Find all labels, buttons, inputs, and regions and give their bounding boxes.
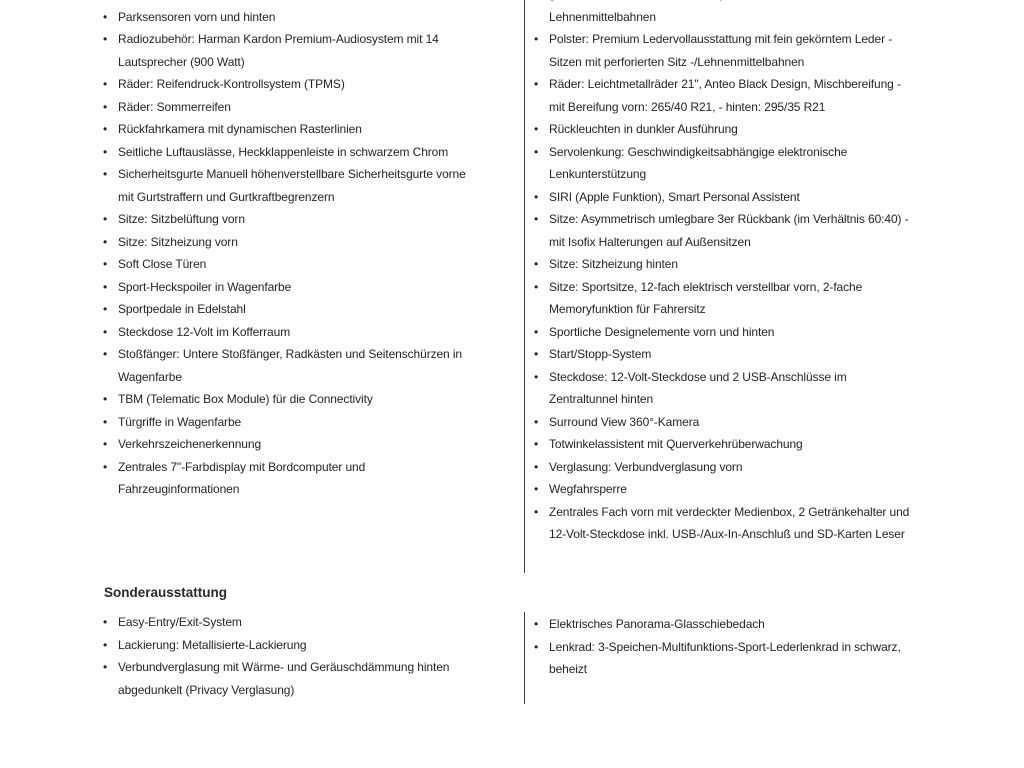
bullet-icon: • <box>534 122 539 136</box>
list-item <box>534 276 954 299</box>
list-item-text: Radiozubehör: Harman Kardon Premium-Audiosystem mit 14 <box>118 32 439 46</box>
list-item <box>103 73 503 96</box>
list-item <box>103 456 503 479</box>
bullet-icon: • <box>534 144 539 159</box>
list-item <box>103 253 503 276</box>
list-item <box>534 141 954 164</box>
special-equipment-list-left <box>103 611 503 701</box>
list-item <box>534 253 954 276</box>
list-item-text: Easy-Entry/Exit-System <box>118 615 242 629</box>
list-item <box>103 366 503 389</box>
bullet-icon: • <box>534 32 539 46</box>
bullet-icon: • <box>534 482 539 496</box>
list-item-text: Sitze: Sportsitze, 12-fach elektrisch verstellbar vorn, 2-fache <box>549 279 863 294</box>
bullet-icon: • <box>534 414 539 429</box>
list-item <box>103 298 503 321</box>
equipment-list-right <box>534 0 954 546</box>
list-item <box>534 321 954 344</box>
equipment-list-left <box>103 0 503 501</box>
special-equipment-column-right <box>534 613 954 681</box>
list-item <box>103 478 503 501</box>
list-item <box>103 656 503 679</box>
list-item <box>103 634 503 657</box>
list-item-text: mit Bereifung vorn: 265/40 R21, - hinten: 295/35 R21 <box>549 99 826 114</box>
list-item <box>103 118 503 141</box>
bullet-icon: • <box>103 437 108 451</box>
list-item <box>534 51 954 74</box>
list-item-text: Verbundverglasung mit Wärme- und Geräuschdämmung hinten <box>118 660 450 674</box>
list-item-text: abgedunkelt (Privacy Verglasung) <box>118 682 295 697</box>
bullet-icon: • <box>534 279 539 294</box>
list-item-text: Memoryfunktion für Fahrersitz <box>549 302 706 316</box>
list-item <box>103 96 503 119</box>
bullet-icon: • <box>103 9 108 24</box>
bullet-icon: • <box>534 437 539 451</box>
list-item <box>534 411 954 434</box>
list-item <box>534 501 954 524</box>
bullet-icon: • <box>103 347 108 361</box>
list-item <box>534 658 954 681</box>
list-item-text: mit Gurtstraffern und Gurtkraftbegrenzern <box>118 189 335 204</box>
bullet-icon: • <box>103 324 108 339</box>
special-equipment-list-right <box>534 613 954 681</box>
bullet-icon: • <box>534 212 539 226</box>
list-item-text: beheizt <box>549 662 587 676</box>
list-item-text: Türgriffe in Wagenfarbe <box>118 414 242 429</box>
list-item <box>103 433 503 456</box>
list-item-text: Zentrales 7"-Farbdisplay mit Bordcomputer und <box>118 459 366 474</box>
bullet-icon: • <box>534 189 539 204</box>
bullet-icon: • <box>534 77 539 91</box>
equipment-column-right <box>534 0 954 546</box>
list-item-text: Zentraltunnel hinten <box>549 392 654 406</box>
bullet-icon: • <box>103 637 108 652</box>
list-item-text: Sitze: Asymmetrisch umlegbare 3er Rückbank (im Verhältnis 60:40) - <box>549 212 909 226</box>
bullet-icon: • <box>103 279 108 294</box>
bullet-icon: • <box>103 414 108 429</box>
list-item <box>103 208 503 231</box>
list-item-text: Rückfahrkamera mit dynamischen Rasterlinien <box>118 122 362 136</box>
list-item-text: Sport-Heckspoiler in Wagenfarbe <box>118 279 292 294</box>
bullet-icon: • <box>534 459 539 474</box>
list-item <box>103 28 503 51</box>
list-item-text: Lenkunterstützung <box>549 167 647 181</box>
column-divider-bottom <box>524 612 525 704</box>
bullet-icon: • <box>103 99 108 114</box>
list-item-text: Sitze: Sitzheizung vorn <box>118 234 238 249</box>
list-item-text: Start/Stopp-System <box>549 347 652 361</box>
bullet-icon: • <box>103 660 108 674</box>
list-item-text: Sitze: Sitzheizung hinten <box>549 257 678 271</box>
list-item-text: TBM (Telematic Box Module) für die Connectivity <box>118 392 373 406</box>
section-title-sonderausstattung: Sonderausstattung <box>104 585 228 600</box>
list-item <box>534 28 954 51</box>
list-item-text: Stoßfänger: Untere Stoßfänger, Radkästen und Seitenschürzen in <box>118 347 463 361</box>
list-item-text: Lautsprecher (900 Watt) <box>118 54 245 69</box>
list-item <box>103 51 503 74</box>
list-item <box>534 636 954 659</box>
list-item <box>534 613 954 636</box>
list-item-text: Polster: Premium Ledervollausstattung mit fein gekörntem Leder - <box>549 32 893 46</box>
list-item-text: Sicherheitsgurte Manuell höhenverstellbare Sicherheitsgurte vorne <box>118 167 466 181</box>
list-item-text: Seitliche Luftauslässe, Heckklappenleiste in schwarzem Chrom <box>118 144 449 159</box>
list-item <box>534 186 954 209</box>
bullet-icon: • <box>103 122 108 136</box>
list-item <box>534 456 954 479</box>
list-item <box>103 163 503 186</box>
list-item-text: Verkehrszeichenerkennung <box>118 437 262 451</box>
list-item <box>103 231 503 254</box>
list-item <box>103 6 503 29</box>
list-item-text: Räder: Leichtmetallräder 21", Anteo Black Design, Mischbereifung - <box>549 77 901 91</box>
list-item-text: Parksensoren vorn und hinten <box>118 9 276 24</box>
list-item-text: Soft Close Türen <box>118 257 207 271</box>
list-item-text: Fahrzeuginformationen <box>118 482 240 496</box>
list-item-text: Steckdose 12-Volt im Kofferraum <box>118 324 291 339</box>
bullet-icon: • <box>534 257 539 271</box>
bullet-icon: • <box>534 347 539 361</box>
list-item <box>534 6 954 29</box>
list-item <box>103 411 503 434</box>
list-item-text: Verglasung: Verbundverglasung vorn <box>549 459 743 474</box>
list-item <box>534 96 954 119</box>
list-item-text: Rückleuchten in dunkler Ausführung <box>549 122 738 136</box>
list-item <box>534 523 954 546</box>
list-item-text: SIRI (Apple Funktion), Smart Personal Assistent <box>549 189 800 204</box>
bullet-icon: • <box>534 639 539 654</box>
list-item <box>534 388 954 411</box>
bullet-icon: • <box>103 167 108 181</box>
list-item <box>534 231 954 254</box>
list-item <box>534 73 954 96</box>
bullet-icon: • <box>103 302 108 316</box>
list-item <box>103 679 503 702</box>
bullet-icon: • <box>103 615 108 629</box>
list-item-text: Räder: Reifendruck-Kontrollsystem (TPMS) <box>118 77 345 91</box>
bullet-icon: • <box>103 77 108 91</box>
list-item-text: Zentrales Fach vorn mit verdeckter Medienbox, 2 Getränkehalter und <box>549 504 910 519</box>
list-item-text: Elektrisches Panorama-Glasschiebedach <box>549 617 765 631</box>
list-item <box>534 433 954 456</box>
list-item-text: Räder: Sommerreifen <box>118 99 231 114</box>
list-item-text: Steckdose: 12-Volt-Steckdose und 2 USB-Anschlüsse im <box>549 369 847 384</box>
list-item-text: Lenkrad: 3-Speichen-Multifunktions-Sport-Lederlenkrad in schwarz, <box>549 639 901 654</box>
list-item-text: Sportpedale in Edelstahl <box>118 302 246 316</box>
list-item <box>534 478 954 501</box>
list-item-text: Sitze: Sitzbelüftung vorn <box>118 212 245 226</box>
list-item-text <box>549 0 813 1</box>
equipment-column-left <box>103 0 503 501</box>
bullet-icon: • <box>534 324 539 339</box>
list-item <box>534 343 954 366</box>
list-item-text: 12-Volt-Steckdose inkl. USB-/Aux-In-Anschluß und SD-Karten Leser <box>549 527 905 541</box>
special-equipment-column-left <box>103 611 503 701</box>
list-item <box>103 276 503 299</box>
list-item-text: Lackierung: Metallisierte-Lackierung <box>118 637 307 652</box>
list-item <box>103 611 503 634</box>
list-item <box>103 388 503 411</box>
bullet-icon: • <box>534 617 539 631</box>
bullet-icon: • <box>103 32 108 46</box>
list-item <box>534 163 954 186</box>
column-divider-top <box>524 0 525 573</box>
list-item-text <box>118 0 161 1</box>
list-item-text: Sitzen mit perforierten Sitz -/Lehnenmittelbahnen <box>549 54 805 69</box>
bullet-icon: • <box>103 144 108 159</box>
list-item <box>103 141 503 164</box>
list-item <box>103 186 503 209</box>
list-item-text: Servolenkung: Geschwindigkeitsabhängige elektronische <box>549 144 848 159</box>
list-item <box>534 366 954 389</box>
bullet-icon: • <box>103 257 108 271</box>
bullet-icon: • <box>103 459 108 474</box>
bullet-icon: • <box>534 504 539 519</box>
list-item <box>103 321 503 344</box>
bullet-icon: • <box>534 369 539 384</box>
list-item-text: Wegfahrsperre <box>549 482 627 496</box>
list-item-text: Totwinkelassistent mit Querverkehrüberwachung <box>549 437 803 451</box>
list-item-text: mit Isofix Halterungen auf Außensitzen <box>549 234 751 249</box>
list-item <box>534 298 954 321</box>
list-item <box>534 118 954 141</box>
list-item-text: Surround View 360°-Kamera <box>549 414 700 429</box>
list-item-text: Lehnenmittelbahnen <box>549 9 656 24</box>
list-item <box>103 343 503 366</box>
list-item-text: Sportliche Designelemente vorn und hinten <box>549 324 775 339</box>
list-item <box>534 208 954 231</box>
bullet-icon: • <box>103 392 108 406</box>
list-item-text: Wagenfarbe <box>118 369 182 384</box>
bullet-icon: • <box>103 234 108 249</box>
bullet-icon: • <box>103 212 108 226</box>
